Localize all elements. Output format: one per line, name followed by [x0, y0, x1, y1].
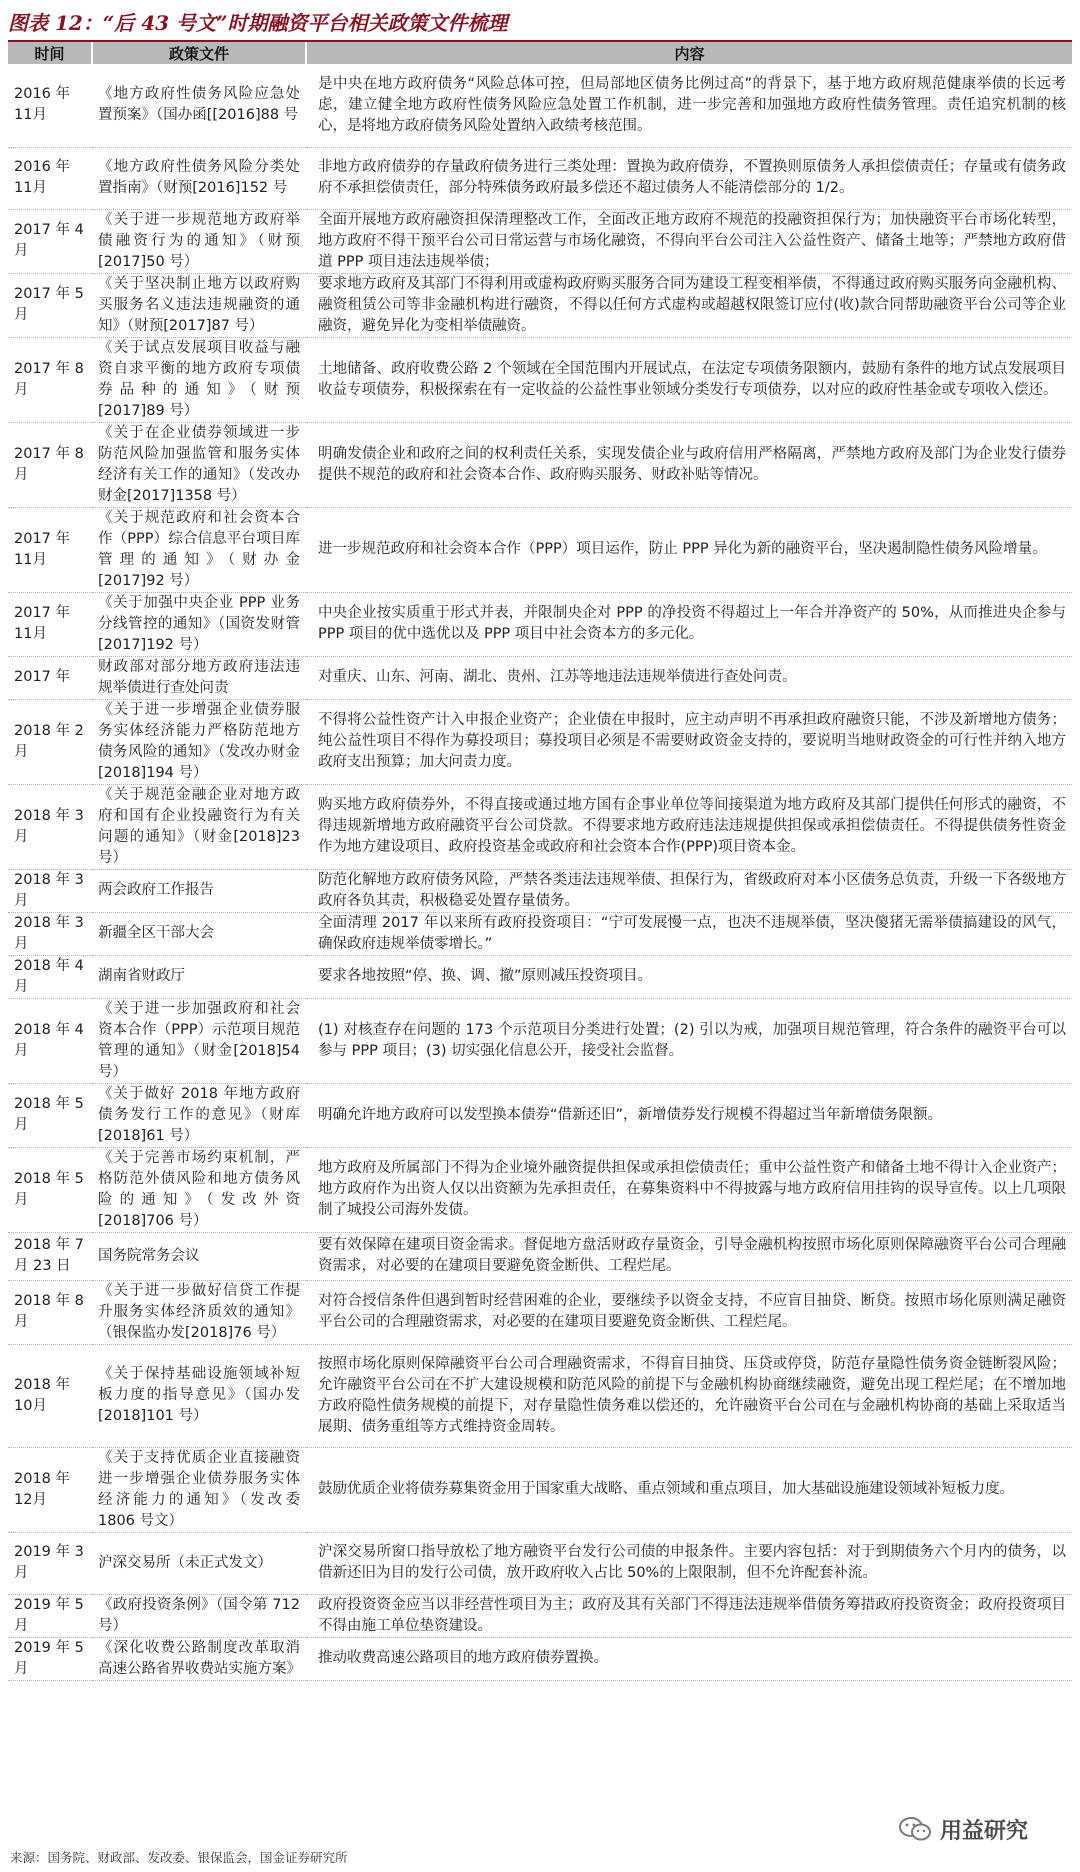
cell-content: 鼓励优质企业将债券募集资金用于国家重大战略、重点领域和重点项目，加大基础设施建设领域补短板力度。: [306, 1447, 1072, 1532]
cell-time: 2017 年 11月: [8, 592, 92, 656]
cell-time: 2018 年 5月: [8, 1147, 92, 1232]
cell-doc: 财政部对部分地方政府违法违规举债进行查处问责: [92, 656, 306, 699]
cell-content: 政府投资资金应当以非经营性项目为主；政府及其有关部门不得违法违规举借债务筹措政府投资资金；政府投资项目不得由施工单位垫资建设。: [306, 1594, 1072, 1637]
cell-content: 进一步规范政府和社会资本合作（PPP）项目运作，防止 PPP 异化为新的融资平台，坚决遏制隐性债务风险增量。: [306, 507, 1072, 592]
cell-content: 全面开展地方政府融资担保清理整改工作，全面改正地方政府不规范的投融资担保行为；加快融资平台市场化转型，地方政府不得干预平台公司日常运营与市场化融资，不得向平台公司注入公益性资产、储备土地等；严禁地方政府借道 PPP 项目违法违规举债；: [306, 209, 1072, 273]
cell-content: 沪深交易所窗口指导放松了地方融资平台发行公司债的申报条件。主要内容包括：对于到期债务六个月内的债务，以借新还旧为目的发行公司债，放开政府收入占比 50%的上限限制，但不允许配套补流。: [306, 1532, 1072, 1594]
cell-time: 2017 年 5月: [8, 273, 92, 337]
table-row: [8, 699, 1072, 784]
table-row: [8, 209, 1072, 273]
cell-doc: 《关于进一步加强政府和社会资本合作（PPP）示范项目规范管理的通知》（财金[2018]54 号）: [92, 998, 306, 1083]
cell-content: 要有效保障在建项目资金需求。督促地方盘活财政存量资金，引导金融机构按照市场化原则保障融资平台公司合理融资需求，对必要的在建项目要避免资金断供、工程烂尾。: [306, 1232, 1072, 1280]
cell-doc: 《关于进一步做好信贷工作提升服务实体经济质效的通知》（银保监办发[2018]76 号）: [92, 1280, 306, 1344]
cell-time: 2016 年 11月: [8, 64, 92, 147]
cell-doc: 《地方政府性债务风险应急处置预案》（国办函[[2016]88 号: [92, 64, 306, 147]
table-row: [8, 1532, 1072, 1594]
cell-doc: 《关于保持基础设施领域补短板力度的指导意见》（国办发[2018]101 号）: [92, 1344, 306, 1447]
cell-content: 是中央在地方政府债务“风险总体可控，但局部地区债务比例过高”的背景下，基于地方政府规范健康举债的长远考虑，建立健全地方政府性债务风险应急处置工作机制，进一步完善和加强地方政府性债务管理。责任追究机制的核心，是将地方政府债务风险处置纳入政绩考核范围。: [306, 64, 1072, 147]
table-row: [8, 422, 1072, 507]
cell-content: 中央企业按实质重于形式并表，并限制央企对 PPP 的净投资不得超过上一年合并净资产的 50%，从而推进央企参与 PPP 项目的优中选优以及 PPP 项目中社会资本方的多元化。: [306, 592, 1072, 656]
source-note: 来源：国务院、财政部、发改委、银保监会，国金证券研究所: [10, 1850, 348, 1865]
cell-doc: 《关于规范金融企业对地方政府和国有企业投融资行为有关问题的通知》（财金[2018]23 号）: [92, 784, 306, 869]
cell-doc: 《关于支持优质企业直接融资进一步增强企业债券服务实体经济能力的通知》（发改委 1806 号文）: [92, 1447, 306, 1532]
cell-doc: 国务院常务会议: [92, 1232, 306, 1280]
cell-doc: 湖南省财政厅: [92, 955, 306, 998]
table-row: [8, 1594, 1072, 1637]
cell-time: 2018 年 10月: [8, 1344, 92, 1447]
table-row: [8, 784, 1072, 869]
brand-name: 用益研究: [940, 1818, 1029, 1844]
table-row: [8, 1637, 1072, 1680]
cell-time: 2017 年 4月: [8, 209, 92, 273]
table-row: [8, 1447, 1072, 1532]
table-row: [8, 1083, 1072, 1147]
cell-time: 2018 年 4月: [8, 998, 92, 1083]
table-row: [8, 869, 1072, 912]
cell-time: 2018 年 8月: [8, 1280, 92, 1344]
cell-time: 2017 年 8月: [8, 337, 92, 422]
cell-content: 明确发债企业和政府之间的权利责任关系，实现发债企业与政府信用严格隔离，严禁地方政府及部门为企业发行债券提供不规范的政府和社会资本合作、政府购买服务、财政补贴等情况。: [306, 422, 1072, 507]
cell-doc: 《关于做好 2018 年地方政府债务发行工作的意见》（财库[2018]61 号）: [92, 1083, 306, 1147]
table-row: [8, 507, 1072, 592]
chart-title: 图表 12：“后 43 号文”时期融资平台相关政策文件梳理: [8, 6, 1072, 42]
cell-time: 2017 年 11月: [8, 507, 92, 592]
table-row: [8, 998, 1072, 1083]
cell-time: 2018 年 7 月 23 日: [8, 1232, 92, 1280]
cell-time: 2018 年 3月: [8, 869, 92, 912]
cell-content: 地方政府及所属部门不得为企业境外融资提供担保或承担偿债责任；重申公益性资产和储备土地不得计入企业资产；地方政府作为出资人仅以出资额为先承担责任，在募集资料中不得披露与地方政府信用挂钩的误导宣传。以上几项限制了城投公司海外发债。: [306, 1147, 1072, 1232]
cell-time: 2019 年 3月: [8, 1532, 92, 1594]
cell-content: 要求各地按照“停、换、调、撤”原则减压投资项目。: [306, 955, 1072, 998]
table-row: [8, 1344, 1072, 1447]
cell-content: 非地方政府债券的存量政府债务进行三类处理：置换为政府债券，不置换则原债务人承担偿债责任；存量或有债务政府不承担偿债责任，部分特殊债务政府最多偿还不超过债务人不能清偿部分的 1/2。: [306, 147, 1072, 209]
cell-time: 2018 年 3月: [8, 912, 92, 955]
cell-content: 防范化解地方政府债务风险，严禁各类违法违规举债、担保行为，省级政府对本小区债务总负责，升级一下各级地方政府各负其责，积极稳妥处置存量债务。: [306, 869, 1072, 912]
table-row: [8, 64, 1072, 147]
cell-doc: 《政府投资条例》（国令第 712 号）: [92, 1594, 306, 1637]
cell-time: 2018 年 4月: [8, 955, 92, 998]
cell-time: 2018 年 2月: [8, 699, 92, 784]
table-row: [8, 912, 1072, 955]
cell-time: 2017 年 8月: [8, 422, 92, 507]
table-row: [8, 147, 1072, 209]
cell-time: 2019 年 5月: [8, 1637, 92, 1680]
cell-content: 推动收费高速公路项目的地方政府债券置换。: [306, 1637, 1072, 1680]
cell-doc: 《地方政府性债务风险分类处置指南》（财预[2016]152 号: [92, 147, 306, 209]
table-header-row: [8, 42, 1072, 64]
cell-content: 不得将公益性资产计入申报企业资产；企业债在申报时，应主动声明不再承担政府融资只能，不涉及新增地方债务；纯公益性项目不得作为募投项目；募投项目必须是不需要财政资金支持的，要说明当地财政资金的可行性并纳入地方政府支出预算；加大问责力度。: [306, 699, 1072, 784]
cell-doc: 沪深交易所（未正式发文）: [92, 1532, 306, 1594]
brand-watermark: [898, 1814, 1028, 1844]
cell-content: 对重庆、山东、河南、湖北、贵州、江苏等地违法违规举债进行查处问责。: [306, 656, 1072, 699]
cell-doc: 《关于坚决制止地方以政府购买服务名义违法违规融资的通知》（财预[2017]87 号）: [92, 273, 306, 337]
table-row: [8, 592, 1072, 656]
table-row: [8, 1232, 1072, 1280]
cell-content: 购买地方政府债券外，不得直接或通过地方国有企事业单位等间接渠道为地方政府及其部门提供任何形式的融资，不得违规新增地方政府融资平台公司贷款。不得要求地方政府违法违规提供担保或承担偿债责任。不得提供债务性资金作为地方建设项目、政府投资基金或政府和社会资本合作(PPP)项目资本金。: [306, 784, 1072, 869]
header-document: 政策文件: [92, 42, 306, 64]
table-row: [8, 955, 1072, 998]
header-content: 内容: [306, 42, 1072, 64]
table-body: [8, 64, 1072, 1680]
cell-doc: 《关于完善市场约束机制，严格防范外债风险和地方债务风险的通知》（发改外资[2018]706 号）: [92, 1147, 306, 1232]
cell-doc: 《关于在企业债券领域进一步防范风险加强监管和服务实体经济有关工作的通知》（发改办财金[2017]1358 号）: [92, 422, 306, 507]
cell-time: 2016 年 11月: [8, 147, 92, 209]
cell-content: 要求地方政府及其部门不得利用或虚构政府购买服务合同为建设工程变相举债，不得通过政府购买服务向金融机构、融资租赁公司等非金融机构进行融资，不得以任何方式虚构或超越权限签订应付(收)款合同帮助融资平台公司等企业融资，避免异化为变相举债融资。: [306, 273, 1072, 337]
cell-doc: 《深化收费公路制度改革取消高速公路省界收费站实施方案》: [92, 1637, 306, 1680]
table-row: [8, 1147, 1072, 1232]
cell-content: 按照市场化原则保障融资平台公司合理融资需求，不得盲目抽贷、压贷或停贷，防范存量隐性债务资金链断裂风险；允许融资平台公司在不扩大建设规模和防范风险的前提下与金融机构协商继续融资，避免出现工程烂尾；在不增加地方政府隐性债务规模的前提下，对存量隐性债务难以偿还的，允许融资平台公司在与金融机构协商的基础上采取适当展期、债务重组等方式维持资金周转。: [306, 1344, 1072, 1447]
cell-content: 明确允许地方政府可以发型换本债券“借新还旧”，新增债券发行规模不得超过当年新增债务限额。: [306, 1083, 1072, 1147]
policy-table: [8, 42, 1072, 1681]
cell-doc: 《关于加强中央企业 PPP 业务分线管控的通知》（国资发财管[2017]192 号）: [92, 592, 306, 656]
cell-time: 2018 年 3月: [8, 784, 92, 869]
table-row: [8, 1280, 1072, 1344]
cell-doc: 《关于进一步规范地方政府举债融资行为的通知》（财预[2017]50 号）: [92, 209, 306, 273]
cell-doc: 《关于规范政府和社会资本合作（PPP）综合信息平台项目库管理的通知》（财办金[2017]92 号）: [92, 507, 306, 592]
header-time: 时间: [8, 42, 92, 64]
table-row: [8, 273, 1072, 337]
cell-content: (1) 对核查存在问题的 173 个示范项目分类进行处置；(2) 引以为戒，加强项目规范管理，符合条件的融资平台可以参与 PPP 项目；(3) 切实强化信息公开，接受社会监督。: [306, 998, 1072, 1083]
table-row: [8, 337, 1072, 422]
wechat-icon: [898, 1816, 932, 1842]
cell-time: 2018 年 12月: [8, 1447, 92, 1532]
cell-time: 2017 年: [8, 656, 92, 699]
cell-time: 2018 年 5月: [8, 1083, 92, 1147]
cell-content: 土地储备、政府收费公路 2 个领域在全国范围内开展试点，在法定专项债务限额内，鼓励有条件的地方试点发展项目收益专项债券，积极探索在有一定收益的公益性事业领域分类发行专项债券，以对应的政府性基金或专项收入偿还。: [306, 337, 1072, 422]
cell-doc: 新疆全区干部大会: [92, 912, 306, 955]
cell-content: 全面清理 2017 年以来所有政府投资项目：“宁可发展慢一点，也决不违规举债，坚决傻猪无需举债搞建设的风气，确保政府违规举债零增长。”: [306, 912, 1072, 955]
cell-doc: 两会政府工作报告: [92, 869, 306, 912]
cell-doc: 《关于进一步增强企业债券服务实体经济能力严格防范地方债务风险的通知》（发改办财金[2018]194 号）: [92, 699, 306, 784]
cell-content: 对符合授信条件但遇到暂时经营困难的企业，要继续予以资金支持，不应盲目抽贷、断贷。按照市场化原则满足融资平台公司的合理融资需求，对必要的在建项目要避免资金断供、工程烂尾。: [306, 1280, 1072, 1344]
cell-time: 2019 年 5月: [8, 1594, 92, 1637]
cell-doc: 《关于试点发展项目收益与融资自求平衡的地方政府专项债券品种的通知》（财预[2017]89 号）: [92, 337, 306, 422]
table-row: [8, 656, 1072, 699]
